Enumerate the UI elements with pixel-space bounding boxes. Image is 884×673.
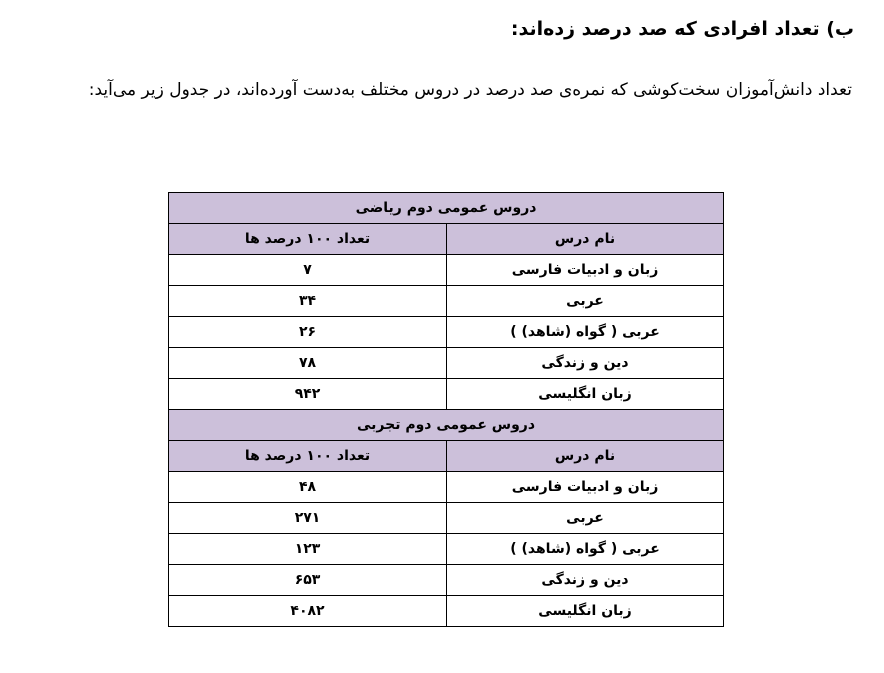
intro-paragraph: تعداد دانش‌آموزان سخت‌کوشی که نمره‌ی صد درصد در دروس مختلف به‌دست آورده‌اند، در جدول زیر می‌آید: xyxy=(88,80,852,100)
table-row xyxy=(169,534,724,565)
section-title: دروس عمومی دوم تجربی xyxy=(169,410,724,441)
table-row xyxy=(169,286,724,317)
table-row xyxy=(169,565,724,596)
course-name-cell: زبان و ادبیات فارسی xyxy=(447,255,724,286)
course-name-cell: زبان و ادبیات فارسی xyxy=(447,472,724,503)
results-table xyxy=(168,192,724,627)
table-row xyxy=(169,348,724,379)
course-name-cell: زبان انگلیسی xyxy=(447,379,724,410)
count-cell: ۱۲۳ xyxy=(169,534,447,565)
column-header-count: تعداد ۱۰۰ درصد ها xyxy=(169,441,447,472)
course-name-cell: عربی xyxy=(447,286,724,317)
count-cell: ۷ xyxy=(169,255,447,286)
column-header-row xyxy=(169,441,724,472)
section-heading: ب) تعداد افرادی که صد درصد زده‌اند: xyxy=(510,18,854,40)
column-header-count: تعداد ۱۰۰ درصد ها xyxy=(169,224,447,255)
table-row xyxy=(169,472,724,503)
course-name-cell: دین و زندگی xyxy=(447,565,724,596)
course-name-cell: عربی xyxy=(447,503,724,534)
table-row xyxy=(169,503,724,534)
table-row xyxy=(169,596,724,627)
course-name-cell: عربی ( گواه (شاهد) ) xyxy=(447,317,724,348)
count-cell: ۲۶ xyxy=(169,317,447,348)
table-row xyxy=(169,379,724,410)
count-cell: ۳۴ xyxy=(169,286,447,317)
course-name-cell: دین و زندگی xyxy=(447,348,724,379)
section-title: دروس عمومی دوم ریاضی xyxy=(169,193,724,224)
table-row xyxy=(169,317,724,348)
section-title-row xyxy=(169,410,724,441)
count-cell: ۴۸ xyxy=(169,472,447,503)
column-header-row xyxy=(169,224,724,255)
count-cell: ۴۰۸۲ xyxy=(169,596,447,627)
column-header-name: نام درس xyxy=(447,224,724,255)
count-cell: ۲۷۱ xyxy=(169,503,447,534)
count-cell: ۷۸ xyxy=(169,348,447,379)
table-row xyxy=(169,255,724,286)
column-header-name: نام درس xyxy=(447,441,724,472)
count-cell: ۹۴۲ xyxy=(169,379,447,410)
section-title-row xyxy=(169,193,724,224)
count-cell: ۶۵۳ xyxy=(169,565,447,596)
course-name-cell: زبان انگلیسی xyxy=(447,596,724,627)
course-name-cell: عربی ( گواه (شاهد) ) xyxy=(447,534,724,565)
